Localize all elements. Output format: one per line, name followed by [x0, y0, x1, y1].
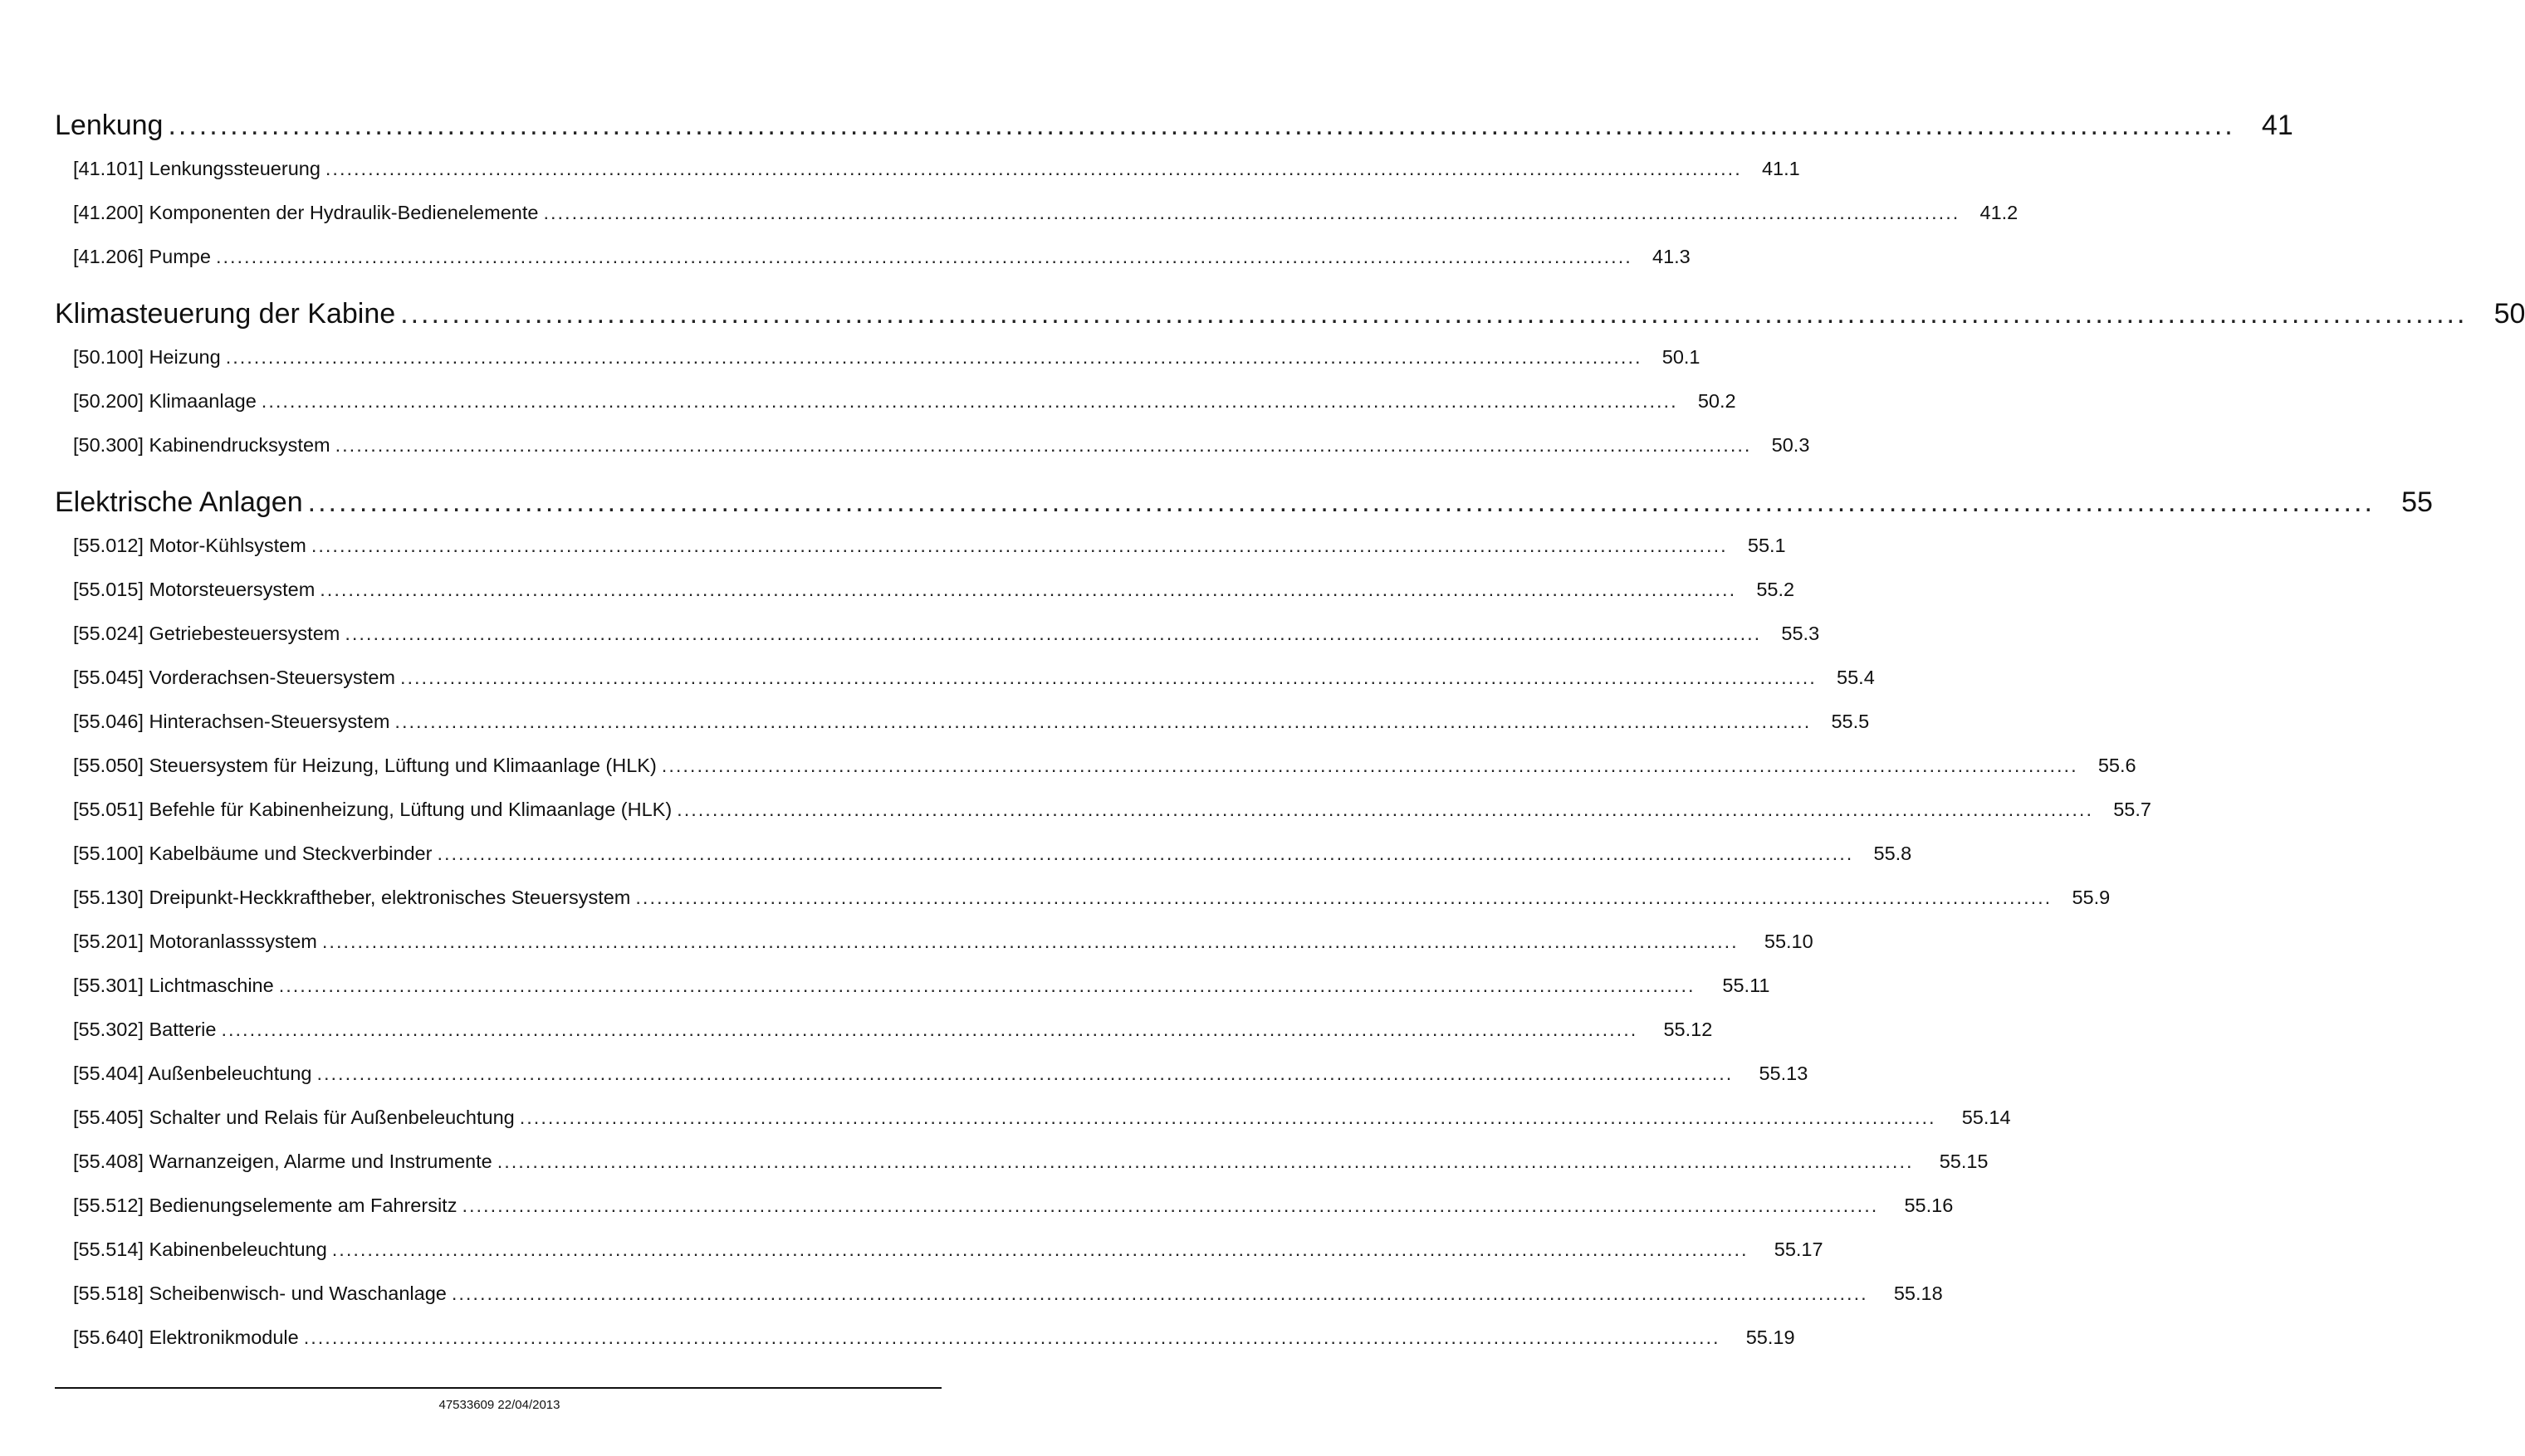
dot-leader: ........................................................................................................................................................................................................: [321, 931, 1739, 952]
toc-entry-title: [55.024] Getriebesteuersystem: [73, 623, 340, 644]
toc-entry-row[interactable]: [55, 1019, 1713, 1063]
toc-entry-row[interactable]: [55, 843, 1912, 887]
toc-entry-page: 41.3: [1652, 246, 1691, 267]
toc-section: [55, 298, 2525, 478]
dot-leader: ........................................................................................................................................................................................................: [261, 390, 1678, 412]
toc-entry-page: 55.1: [1747, 535, 1786, 556]
toc-entry-page: 55.10: [1764, 931, 1813, 952]
toc-entry-page: 55.18: [1893, 1283, 1943, 1304]
toc-entry-row[interactable]: [55, 1151, 1989, 1195]
toc-chapter-row[interactable]: [55, 486, 2433, 530]
toc-entry-row[interactable]: [55, 1195, 1954, 1239]
dot-leader: ........................................................................................................................................................................................................: [278, 975, 1696, 996]
dot-leader: ........................................................................................................................................................................................................: [394, 711, 1812, 732]
toc-entry-row[interactable]: [55, 667, 1875, 711]
toc-chapter-row[interactable]: [55, 298, 2525, 341]
toc-entry-title: [41.206] Pumpe: [73, 246, 211, 267]
toc-entry-row[interactable]: [55, 711, 1870, 755]
toc-entry-row[interactable]: [55, 799, 2151, 843]
table-of-contents: [55, 110, 2525, 1370]
toc-entry-row[interactable]: [55, 390, 1736, 434]
footer-divider: [55, 1387, 942, 1389]
toc-entry-page: 55.16: [1904, 1195, 1954, 1216]
dot-leader: ........................................................................................................................................................................................................: [462, 1195, 1879, 1216]
toc-entry-title: [55.046] Hinterachsen-Steuersystem: [73, 711, 390, 732]
toc-section: [55, 110, 2293, 290]
toc-entry-title: [55.512] Bedienungselemente am Fahrersitz: [73, 1195, 458, 1216]
toc-chapter-page: 50: [2493, 298, 2525, 330]
toc-entry-page: 55.8: [1873, 843, 1912, 864]
dot-leader: ........................................................................................................................................................................................................: [320, 579, 1737, 600]
toc-entry-row[interactable]: [55, 202, 2019, 246]
toc-entry-title: [55.514] Kabinenbeleuchtung: [73, 1239, 327, 1260]
toc-entry-row[interactable]: [55, 887, 2111, 931]
toc-entry-page: 55.14: [1961, 1107, 2011, 1128]
toc-entry-title: [41.200] Komponenten der Hydraulik-Bedienelemente: [73, 202, 539, 223]
toc-chapter-title: Lenkung: [55, 110, 164, 141]
toc-entry-row[interactable]: [55, 535, 1786, 579]
toc-entry-page: 55.3: [1781, 623, 1820, 644]
dot-leader: ........................................................................................................................................................................................................: [225, 346, 1642, 368]
toc-entry-page: 55.9: [2072, 887, 2111, 908]
toc-entry-page: 41.2: [1979, 202, 2019, 223]
toc-entry-row[interactable]: [55, 346, 1700, 390]
toc-entry-page: 55.2: [1756, 579, 1795, 600]
toc-entry-row[interactable]: [55, 931, 1813, 975]
toc-entry-title: [55.012] Motor-Kühlsystem: [73, 535, 306, 556]
toc-entry-page: 55.19: [1745, 1327, 1795, 1348]
toc-entry-title: [55.518] Scheibenwisch- und Waschanlage: [73, 1283, 447, 1304]
toc-entry-title: [55.100] Kabelbäume und Steckverbinder: [73, 843, 433, 864]
dot-leader: ........................................................................................................................................................................................................: [451, 1283, 1868, 1304]
toc-entry-page: 50.2: [1697, 390, 1736, 412]
dot-leader: ........................................................................................................................................................................................................: [311, 535, 1728, 556]
toc-entry-title: [50.300] Kabinendrucksystem: [73, 434, 330, 456]
toc-entry-page: 55.5: [1831, 711, 1870, 732]
toc-entry-row[interactable]: [55, 579, 1795, 623]
toc-entry-title: [50.200] Klimaanlage: [73, 390, 257, 412]
footer-doc-id: 47533609 22/04/2013: [438, 1398, 560, 1412]
toc-entry-row[interactable]: [55, 1107, 2011, 1151]
toc-entry-title: [55.050] Steuersystem für Heizung, Lüftung und Klimaanlage (HLK): [73, 755, 657, 776]
toc-chapter-title: Klimasteuerung der Kabine: [55, 298, 396, 330]
toc-chapter-page: 41: [2261, 110, 2293, 141]
toc-entry-title: [55.404] Außenbeleuchtung: [73, 1063, 312, 1084]
toc-entry-page: 55.7: [2113, 799, 2151, 820]
toc-entry-page: 55.6: [2097, 755, 2136, 776]
dot-leader: ........................................................................................................................................................................................................: [497, 1151, 1914, 1172]
dot-leader: ........................................................................................................................................................................................................: [215, 246, 1632, 267]
dot-leader: ........................................................................................................................................................................................................: [635, 887, 2053, 908]
toc-entry-page: 41.1: [1761, 158, 1800, 179]
toc-entry-page: 55.11: [1722, 975, 1770, 996]
dot-leader: ........................................................................................................................................................................................................: [303, 1327, 1720, 1348]
toc-entry-title: [55.302] Batterie: [73, 1019, 217, 1040]
toc-entry-title: [55.408] Warnanzeigen, Alarme und Instrumente: [73, 1151, 492, 1172]
toc-entry-title: [55.130] Dreipunkt-Heckkraftheber, elektronisches Steuersystem: [73, 887, 631, 908]
toc-entry-page: 55.17: [1774, 1239, 1823, 1260]
toc-entry-page: 55.12: [1663, 1019, 1713, 1040]
toc-chapter-row[interactable]: [55, 110, 2293, 153]
toc-chapter-title: Elektrische Anlagen: [55, 486, 303, 518]
dot-leader: ........................................................................................................................................................................................................: [400, 298, 2468, 330]
toc-entry-row[interactable]: [55, 975, 1770, 1019]
dot-leader: ........................................................................................................................................................................................................: [168, 110, 2235, 141]
toc-entry-title: [55.301] Lichtmaschine: [73, 975, 274, 996]
dot-leader: ........................................................................................................................................................................................................: [331, 1239, 1749, 1260]
toc-entry-row[interactable]: [55, 246, 1691, 290]
toc-entry-row[interactable]: [55, 1063, 1808, 1107]
toc-entry-title: [55.405] Schalter und Relais für Außenbeleuchtung: [73, 1107, 515, 1128]
toc-entry-page: 50.3: [1771, 434, 1810, 456]
dot-leader: ........................................................................................................................................................................................................: [519, 1107, 1936, 1128]
dot-leader: ........................................................................................................................................................................................................: [345, 623, 1762, 644]
dot-leader: ........................................................................................................................................................................................................: [221, 1019, 1638, 1040]
dot-leader: ........................................................................................................................................................................................................: [677, 799, 2093, 820]
toc-entry-title: [55.201] Motoranlasssystem: [73, 931, 317, 952]
toc-entry-page: 50.1: [1661, 346, 1700, 368]
toc-entry-page: 55.15: [1939, 1151, 1989, 1172]
toc-entry-title: [50.100] Heizung: [73, 346, 221, 368]
toc-entry-row[interactable]: [55, 623, 1820, 667]
toc-entry-row[interactable]: [55, 158, 1800, 202]
toc-entry-title: [55.045] Vorderachsen-Steuersystem: [73, 667, 395, 688]
toc-entry-row[interactable]: [55, 1327, 1795, 1370]
dot-leader: ........................................................................................................................................................................................................: [335, 434, 1752, 456]
toc-entry-row[interactable]: [55, 1239, 1823, 1283]
toc-entry-row[interactable]: [55, 755, 2136, 799]
toc-entry-title: [55.051] Befehle für Kabinenheizung, Lüftung und Klimaanlage (HLK): [73, 799, 673, 820]
toc-section: [55, 486, 2433, 1370]
toc-entry-page: 55.13: [1759, 1063, 1808, 1084]
dot-leader: ........................................................................................................................................................................................................: [543, 202, 1960, 223]
dot-leader: ........................................................................................................................................................................................................: [661, 755, 2078, 776]
toc-entry-title: [55.015] Motorsteuersystem: [73, 579, 316, 600]
toc-entry-title: [55.640] Elektronikmodule: [73, 1327, 299, 1348]
dot-leader: ........................................................................................................................................................................................................: [307, 486, 2375, 518]
dot-leader: ........................................................................................................................................................................................................: [325, 158, 1742, 179]
toc-entry-row[interactable]: [55, 1283, 1943, 1327]
dot-leader: ........................................................................................................................................................................................................: [399, 667, 1817, 688]
toc-entry-title: [41.101] Lenkungssteuerung: [73, 158, 321, 179]
toc-chapter-page: 55: [2401, 486, 2433, 518]
dot-leader: ........................................................................................................................................................................................................: [316, 1063, 1734, 1084]
dot-leader: ........................................................................................................................................................................................................: [437, 843, 1854, 864]
toc-entry-page: 55.4: [1837, 667, 1875, 688]
toc-entry-row[interactable]: [55, 434, 1810, 478]
